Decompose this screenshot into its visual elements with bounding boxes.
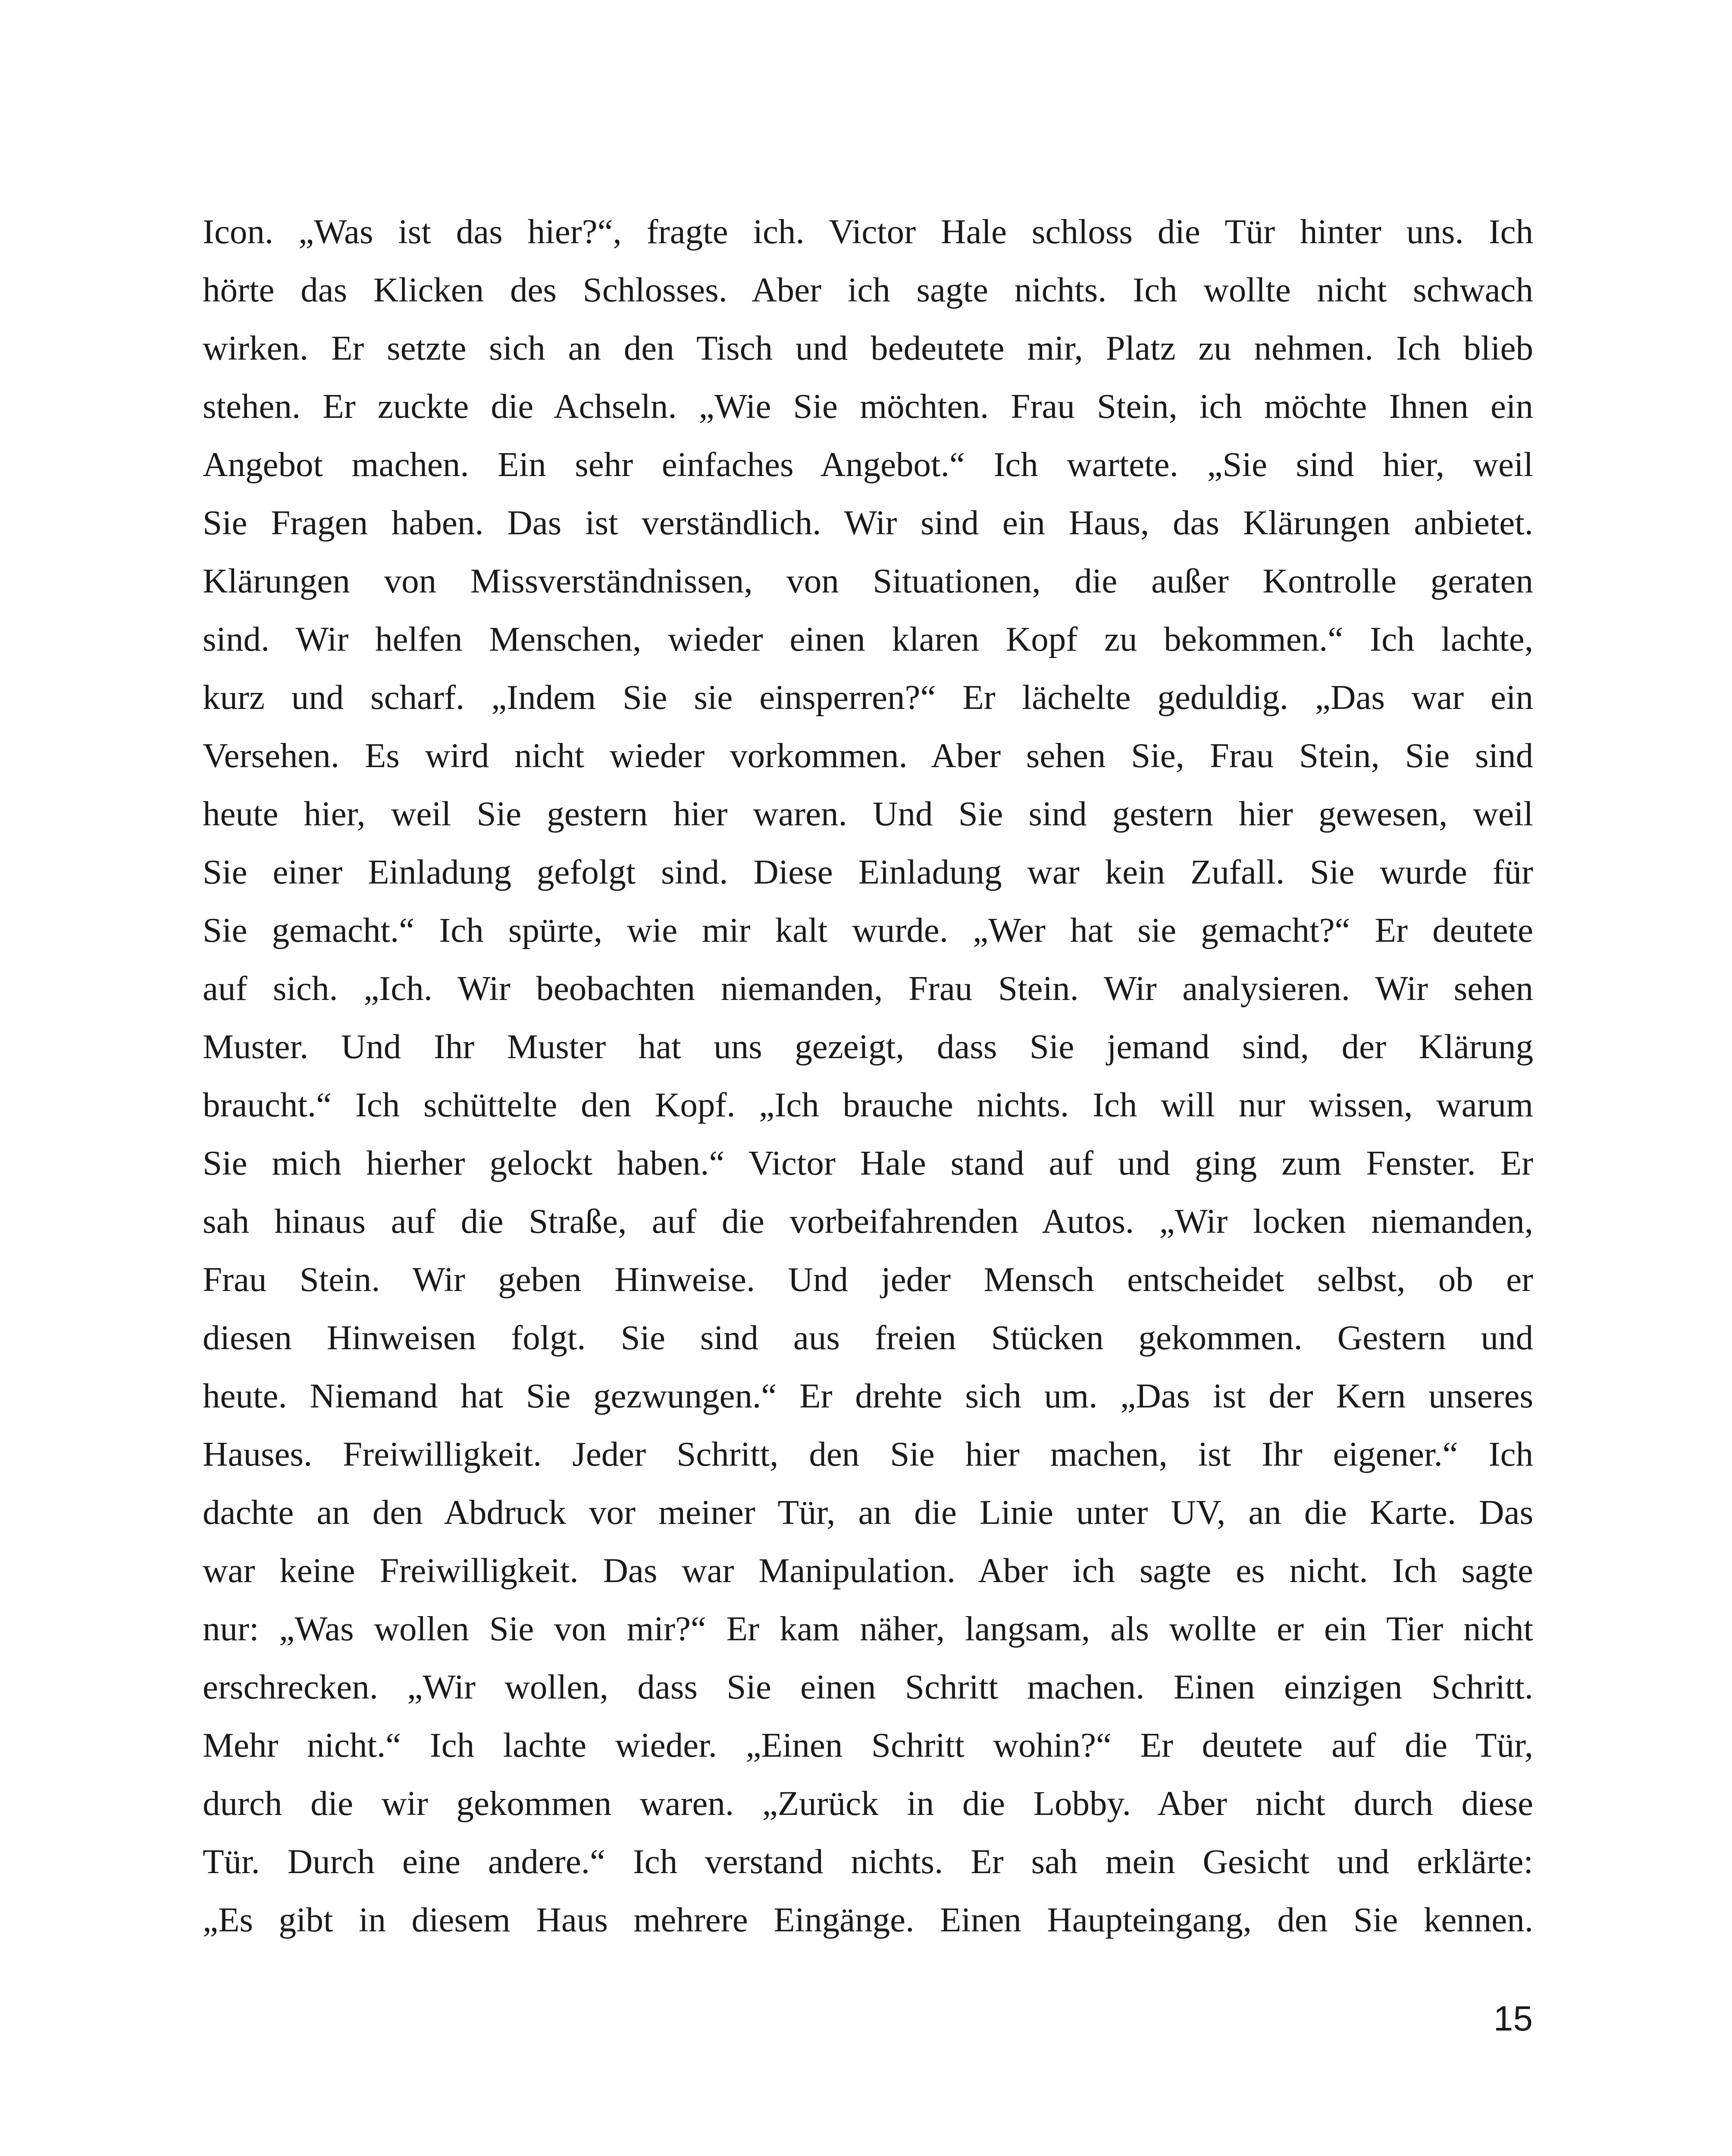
text-line: sind. Wir helfen Menschen, wieder einen klaren Kopf zu bekommen.“ Ich lachte, [203,620,1533,658]
text-line: stehen. Er zuckte die Achseln. „Wie Sie möchten. Frau Stein, ich möchte Ihnen ein [203,387,1533,426]
body-text [203,203,1533,1949]
text-line: diesen Hinweisen folgt. Sie sind aus freien Stücken gekommen. Gestern und [203,1318,1533,1357]
text-line: „Es gibt in diesem Haus mehrere Eingänge. Einen Haupteingang, den Sie kennen. [203,1900,1533,1939]
text-line: sah hinaus auf die Straße, auf die vorbeifahrenden Autos. „Wir locken niemanden, [203,1202,1533,1241]
text-line: hörte das Klicken des Schlosses. Aber ich sagte nichts. Ich wollte nicht schwach [203,270,1533,309]
text-line: Sie einer Einladung gefolgt sind. Diese Einladung war kein Zufall. Sie wurde für [203,852,1533,891]
text-line: heute hier, weil Sie gestern hier waren. Und Sie sind gestern hier gewesen, weil [203,794,1533,833]
text-line: Angebot machen. Ein sehr einfaches Angebot.“ Ich wartete. „Sie sind hier, weil [203,445,1533,484]
text-line: Klärungen von Missverständnissen, von Situationen, die außer Kontrolle geraten [203,561,1533,600]
text-line: auf sich. „Ich. Wir beobachten niemanden, Frau Stein. Wir analysieren. Wir sehen [203,969,1533,1008]
text-line: Mehr nicht.“ Ich lachte wieder. „Einen Schritt wohin?“ Er deutete auf die Tür, [203,1726,1533,1764]
text-line: Hauses. Freiwilligkeit. Jeder Schritt, den Sie hier machen, ist Ihr eigener.“ Ich [203,1435,1533,1473]
page-number: 15 [1493,1999,1533,2038]
text-line: Tür. Durch eine andere.“ Ich verstand nichts. Er sah mein Gesicht und erklärte: [203,1842,1533,1881]
text-line: war keine Freiwilligkeit. Das war Manipulation. Aber ich sagte es nicht. Ich sagte [203,1551,1533,1590]
text-line: Sie Fragen haben. Das ist verständlich. Wir sind ein Haus, das Klärungen anbietet. [203,503,1533,542]
text-line: Icon. „Was ist das hier?“, fragte ich. Victor Hale schloss die Tür hinter uns. Ich [203,212,1533,251]
text-line: kurz und scharf. „Indem Sie sie einsperren?“ Er lächelte geduldig. „Das war ein [203,678,1533,717]
text-line: durch die wir gekommen waren. „Zurück in die Lobby. Aber nicht durch diese [203,1784,1533,1823]
text-line: braucht.“ Ich schüttelte den Kopf. „Ich brauche nichts. Ich will nur wissen, warum [203,1085,1533,1124]
text-line: Muster. Und Ihr Muster hat uns gezeigt, dass Sie jemand sind, der Klärung [203,1027,1533,1066]
text-line: Frau Stein. Wir geben Hinweise. Und jeder Mensch entscheidet selbst, ob er [203,1260,1533,1299]
text-line: wirken. Er setzte sich an den Tisch und bedeutete mir, Platz zu nehmen. Ich blieb [203,329,1533,367]
text-line: Sie mich hierher gelockt haben.“ Victor Hale stand auf und ging zum Fenster. Er [203,1144,1533,1182]
text-line: Versehen. Es wird nicht wieder vorkommen. Aber sehen Sie, Frau Stein, Sie sind [203,736,1533,775]
text-line: heute. Niemand hat Sie gezwungen.“ Er drehte sich um. „Das ist der Kern unseres [203,1376,1533,1415]
text-line: dachte an den Abdruck vor meiner Tür, an die Linie unter UV, an die Karte. Das [203,1493,1533,1532]
text-line: erschrecken. „Wir wollen, dass Sie einen Schritt machen. Einen einzigen Schritt. [203,1667,1533,1706]
text-line: Sie gemacht.“ Ich spürte, wie mir kalt wurde. „Wer hat sie gemacht?“ Er deutete [203,911,1533,950]
text-line: nur: „Was wollen Sie von mir?“ Er kam näher, langsam, als wollte er ein Tier nicht [203,1609,1533,1648]
